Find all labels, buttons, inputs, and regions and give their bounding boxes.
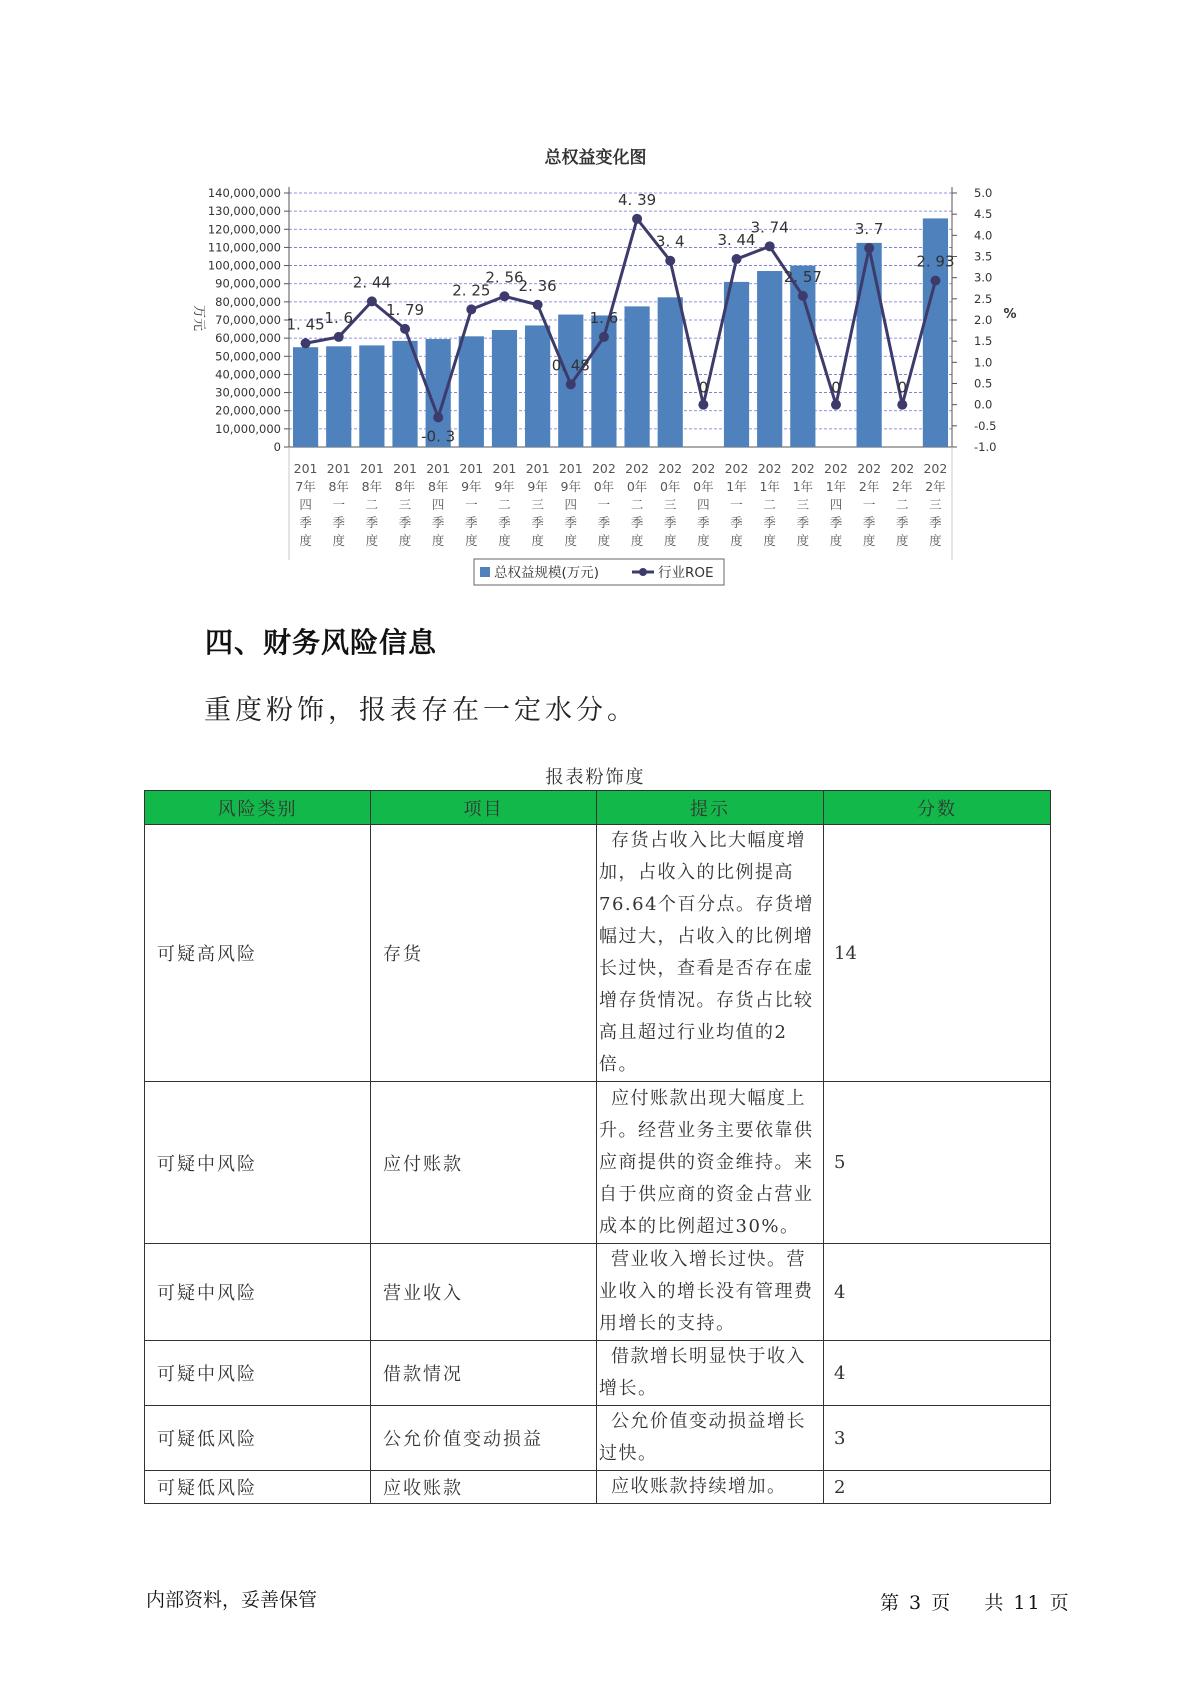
x-tick-label: 9年 — [527, 479, 548, 494]
risk-item: 应收账款 — [371, 1471, 597, 1504]
x-tick-label: 1年 — [825, 479, 847, 494]
bar — [624, 306, 649, 447]
x-tick-label: 2年 — [892, 479, 913, 494]
left-tick-label: 100,000,000 — [207, 258, 281, 273]
x-tick-label: 二 — [763, 497, 776, 512]
x-tick-label: 一 — [465, 497, 478, 512]
x-tick-label: 0年 — [593, 479, 615, 494]
x-tick-label: 季 — [365, 515, 379, 530]
x-tick-label: 度 — [896, 533, 909, 548]
x-tick-label: 度 — [564, 533, 578, 548]
x-tick-label: 三 — [531, 497, 544, 512]
x-tick-label: 度 — [498, 533, 511, 548]
roe-point — [466, 304, 476, 314]
header-tip: 提示 — [597, 791, 824, 825]
roe-data-label: 2. 44 — [352, 273, 391, 292]
risk-category: 可疑中风险 — [145, 1341, 371, 1406]
roe-data-label: 3. 4 — [655, 232, 685, 251]
risk-category: 可疑低风险 — [145, 1471, 371, 1504]
x-tick-label: 2年 — [858, 479, 880, 494]
left-tick-label: 40,000,000 — [215, 367, 281, 382]
risk-category: 可疑低风险 — [145, 1406, 371, 1471]
x-tick-label: 度 — [697, 533, 710, 548]
x-tick-label: 三 — [929, 497, 942, 512]
roe-point — [499, 291, 509, 301]
x-tick-label: 季 — [531, 515, 544, 530]
x-tick-label: 四 — [299, 497, 312, 512]
x-tick-label: 1年 — [759, 479, 780, 494]
footer-confidential-note: 内部资料，妥善保管 — [146, 1589, 318, 1611]
bar — [492, 330, 517, 447]
left-tick-label: 120,000,000 — [207, 222, 281, 237]
roe-point — [632, 214, 642, 224]
right-tick-label: 2.0 — [974, 313, 993, 327]
x-tick-label: 8年 — [394, 479, 416, 494]
bar — [857, 243, 882, 447]
risk-tip: 公允价值变动损益增长过快。 — [597, 1406, 824, 1471]
risk-category: 可疑中风险 — [145, 1244, 371, 1341]
risk-item: 应付账款 — [371, 1082, 597, 1244]
x-tick-label: 季 — [663, 515, 677, 530]
left-tick-label: 30,000,000 — [215, 385, 281, 400]
x-tick-label: 四 — [564, 497, 578, 512]
table-row — [145, 1341, 1051, 1406]
x-tick-label: 度 — [299, 533, 312, 548]
right-tick-label: -1.0 — [974, 440, 997, 454]
x-tick-label: 四 — [829, 497, 843, 512]
x-tick-label: 度 — [332, 533, 345, 548]
x-tick-label: 202 — [757, 461, 782, 476]
header-risk-category: 风险类别 — [145, 791, 371, 825]
roe-data-label: 1. 6 — [324, 308, 354, 327]
x-tick-label: 8年 — [328, 479, 349, 494]
x-tick-label: 度 — [730, 533, 743, 548]
roe-data-label: 2. 36 — [518, 276, 557, 295]
x-tick-label: 8年 — [427, 479, 449, 494]
bar — [293, 347, 318, 447]
x-tick-label: 季 — [431, 515, 445, 530]
x-tick-label: 季 — [796, 515, 810, 530]
x-tick-label: 三 — [796, 497, 810, 512]
x-tick-label: 一 — [597, 497, 611, 512]
equity-chart — [0, 0, 1191, 610]
roe-point — [765, 241, 775, 251]
bar — [724, 282, 749, 447]
x-tick-label: 202 — [890, 461, 915, 476]
x-tick-label: 季 — [398, 515, 412, 530]
table-row — [145, 1082, 1051, 1244]
x-tick-label: 9年 — [461, 479, 482, 494]
x-tick-label: 季 — [332, 515, 345, 530]
x-tick-label: 一 — [730, 497, 743, 512]
risk-score: 5 — [824, 1082, 1051, 1244]
x-tick-label: 季 — [929, 515, 942, 530]
legend-bar-swatch — [480, 567, 490, 577]
risk-item: 存货 — [371, 825, 597, 1082]
header-item: 项目 — [371, 791, 597, 825]
roe-data-label: 1. 79 — [385, 300, 425, 319]
roe-data-label: 3. 44 — [717, 231, 756, 250]
left-tick-label: 130,000,000 — [207, 204, 281, 219]
roe-data-label: 4. 39 — [617, 190, 657, 209]
x-tick-label: 季 — [697, 515, 710, 530]
risk-tip: 应收账款持续增加。 — [597, 1471, 824, 1504]
x-tick-label: 度 — [597, 533, 611, 548]
x-tick-label: 度 — [663, 533, 677, 548]
left-tick-label: 60,000,000 — [215, 331, 281, 346]
roe-point — [533, 300, 543, 310]
roe-data-label: 2. 56 — [485, 268, 524, 287]
x-tick-label: 201 — [525, 461, 550, 476]
table-row — [145, 825, 1051, 1082]
x-tick-label: 二 — [498, 497, 511, 512]
x-tick-label: 202 — [790, 461, 815, 476]
section-heading: 四、财务风险信息 — [205, 626, 438, 659]
x-tick-label: 度 — [829, 533, 843, 548]
risk-tip: 营业收入增长过快。营业收入的增长没有管理费用增长的支持。 — [597, 1244, 824, 1341]
right-tick-label: 2.5 — [974, 291, 993, 306]
right-tick-label: 1.0 — [974, 355, 993, 370]
table-row — [145, 1471, 1051, 1504]
bar — [525, 325, 550, 447]
roe-data-label: -0. 3 — [421, 427, 456, 446]
table-header-row — [145, 791, 1051, 825]
x-tick-label: 季 — [299, 515, 312, 530]
roe-point — [665, 256, 675, 266]
roe-point — [798, 291, 808, 301]
roe-point — [334, 332, 344, 342]
header-score: 分数 — [824, 791, 1051, 825]
roe-point — [599, 332, 609, 342]
roe-point — [433, 412, 443, 422]
right-tick-label: -0.5 — [974, 418, 997, 433]
x-tick-label: 0年 — [693, 479, 714, 494]
bar — [392, 341, 417, 447]
x-tick-label: 三 — [398, 497, 412, 512]
x-tick-label: 8年 — [361, 479, 383, 494]
right-tick-label: 4.0 — [974, 228, 993, 243]
x-tick-label: 度 — [398, 533, 412, 548]
x-tick-label: 0年 — [626, 479, 648, 494]
x-tick-label: 季 — [763, 515, 776, 530]
risk-item: 营业收入 — [371, 1244, 597, 1341]
legend-line-label: 行业ROE — [658, 565, 714, 581]
x-tick-label: 201 — [293, 461, 318, 476]
chart-title: 总权益变化图 — [544, 148, 647, 168]
x-tick-label: 202 — [691, 461, 716, 476]
x-tick-label: 202 — [591, 461, 616, 476]
x-tick-label: 四 — [431, 497, 445, 512]
x-tick-label: 202 — [658, 461, 683, 476]
x-tick-label: 度 — [465, 533, 478, 548]
x-tick-label: 度 — [531, 533, 544, 548]
x-tick-label: 1年 — [792, 479, 814, 494]
x-tick-label: 0年 — [659, 479, 681, 494]
left-tick-label: 80,000,000 — [215, 294, 281, 309]
risk-category: 可疑高风险 — [145, 825, 371, 1082]
roe-data-label: 0. 48 — [551, 356, 590, 375]
table-caption: 报表粉饰度 — [545, 767, 646, 788]
risk-score: 3 — [824, 1406, 1051, 1471]
x-tick-label: 2年 — [925, 479, 946, 494]
x-tick-label: 9年 — [494, 479, 515, 494]
right-tick-label: 3.5 — [974, 249, 993, 264]
roe-point — [864, 243, 874, 253]
left-axis-title: 万元 — [191, 304, 206, 332]
x-tick-label: 季 — [597, 515, 611, 530]
x-tick-label: 201 — [426, 461, 451, 476]
x-tick-label: 二 — [365, 497, 379, 512]
roe-point — [698, 400, 708, 410]
risk-score: 4 — [824, 1244, 1051, 1341]
roe-data-label: 1. 45 — [286, 315, 325, 334]
x-tick-label: 一 — [332, 497, 345, 512]
x-tick-label: 二 — [896, 497, 909, 512]
x-tick-label: 201 — [492, 461, 517, 476]
risk-item: 借款情况 — [371, 1341, 597, 1406]
left-tick-label: 50,000,000 — [215, 349, 281, 364]
risk-score: 2 — [824, 1471, 1051, 1504]
roe-data-label: 3. 7 — [854, 220, 884, 239]
roe-data-label: 2. 93 — [916, 252, 955, 271]
right-tick-label: 4.5 — [974, 207, 993, 222]
x-tick-label: 9年 — [560, 479, 582, 494]
roe-data-label: 3. 74 — [750, 218, 789, 237]
x-tick-label: 7年 — [295, 479, 316, 494]
left-tick-label: 140,000,000 — [207, 186, 281, 200]
roe-data-label: 2. 25 — [452, 281, 491, 300]
bar — [359, 345, 384, 447]
left-tick-label: 110,000,000 — [207, 240, 281, 255]
roe-point — [301, 338, 311, 348]
risk-score: 4 — [824, 1341, 1051, 1406]
risk-table — [144, 790, 1051, 1504]
x-tick-label: 202 — [625, 461, 650, 476]
left-tick-label: 90,000,000 — [215, 276, 281, 291]
x-tick-label: 201 — [359, 461, 384, 476]
right-tick-label: 3.0 — [974, 270, 993, 285]
x-tick-label: 季 — [896, 515, 909, 530]
table-row — [145, 1244, 1051, 1341]
x-tick-label: 季 — [498, 515, 511, 530]
x-tick-label: 季 — [564, 515, 578, 530]
x-tick-label: 季 — [630, 515, 644, 530]
x-tick-label: 度 — [431, 533, 445, 548]
x-tick-label: 季 — [829, 515, 843, 530]
footer-page-number: 第 3 页 共 11 页 — [880, 1592, 1071, 1614]
roe-point — [732, 254, 742, 264]
right-tick-label: 0.0 — [974, 397, 993, 412]
right-axis-title: % — [1003, 307, 1017, 322]
x-tick-label: 四 — [697, 497, 710, 512]
x-tick-label: 201 — [459, 461, 484, 476]
bar — [459, 336, 484, 447]
x-tick-label: 度 — [929, 533, 942, 548]
roe-point — [897, 400, 907, 410]
bar — [326, 346, 351, 447]
x-tick-label: 202 — [724, 461, 749, 476]
risk-tip: 存货占收入比大幅度增加，占收入的比例提高76.64个百分点。存货增幅过大，占收入的比例增长过快，查看是否存在虚增存货情况。存货占比较高且超过行业均值的2倍。 — [597, 825, 824, 1082]
right-tick-label: 1.5 — [974, 334, 993, 349]
roe-point — [566, 379, 576, 389]
x-tick-label: 度 — [796, 533, 810, 548]
left-tick-label: 10,000,000 — [215, 421, 281, 436]
x-tick-label: 1年 — [726, 479, 747, 494]
x-tick-label: 季 — [465, 515, 478, 530]
table-row — [145, 1406, 1051, 1471]
risk-item: 公允价值变动损益 — [371, 1406, 597, 1471]
left-tick-label: 0 — [273, 440, 281, 454]
x-tick-label: 二 — [630, 497, 644, 512]
left-tick-label: 70,000,000 — [215, 313, 281, 327]
right-tick-label: 5.0 — [974, 186, 993, 200]
right-tick-label: 0.5 — [974, 376, 993, 391]
x-tick-label: 202 — [857, 461, 882, 476]
x-tick-label: 一 — [862, 497, 876, 512]
bar — [658, 297, 683, 447]
roe-point — [367, 296, 377, 306]
risk-summary: 重度粉饰，报表存在一定水分。 — [204, 695, 638, 726]
roe-point — [400, 324, 410, 334]
legend-line-marker — [639, 568, 647, 576]
x-tick-label: 度 — [365, 533, 379, 548]
legend-bar-label: 总权益规模(万元) — [494, 565, 600, 581]
x-tick-label: 度 — [862, 533, 876, 548]
x-tick-label: 202 — [923, 461, 948, 476]
risk-score: 14 — [824, 825, 1051, 1082]
risk-tip: 应付账款出现大幅度上升。经营业务主要依靠供应商提供的资金维持。来自于供应商的资金占营业成本的比例超过30%。 — [597, 1082, 824, 1244]
roe-data-label: 1. 6 — [589, 308, 619, 327]
x-tick-label: 度 — [630, 533, 644, 548]
roe-data-label: 0 — [831, 378, 841, 397]
x-tick-label: 201 — [393, 461, 417, 476]
x-tick-label: 季 — [862, 515, 876, 530]
x-tick-label: 202 — [824, 461, 848, 476]
x-tick-label: 201 — [558, 461, 583, 476]
risk-tip: 借款增长明显快于收入增长。 — [597, 1341, 824, 1406]
x-tick-label: 三 — [663, 497, 677, 512]
bar — [757, 271, 782, 447]
risk-category: 可疑中风险 — [145, 1082, 371, 1244]
roe-data-label: 0 — [897, 378, 908, 397]
roe-data-label: 0 — [698, 378, 709, 397]
roe-data-label: 2. 57 — [783, 267, 822, 286]
x-tick-label: 201 — [326, 461, 351, 476]
roe-point — [831, 400, 841, 410]
roe-point — [930, 276, 940, 286]
left-tick-label: 20,000,000 — [215, 403, 281, 418]
x-tick-label: 季 — [730, 515, 743, 530]
x-tick-label: 度 — [763, 533, 776, 548]
